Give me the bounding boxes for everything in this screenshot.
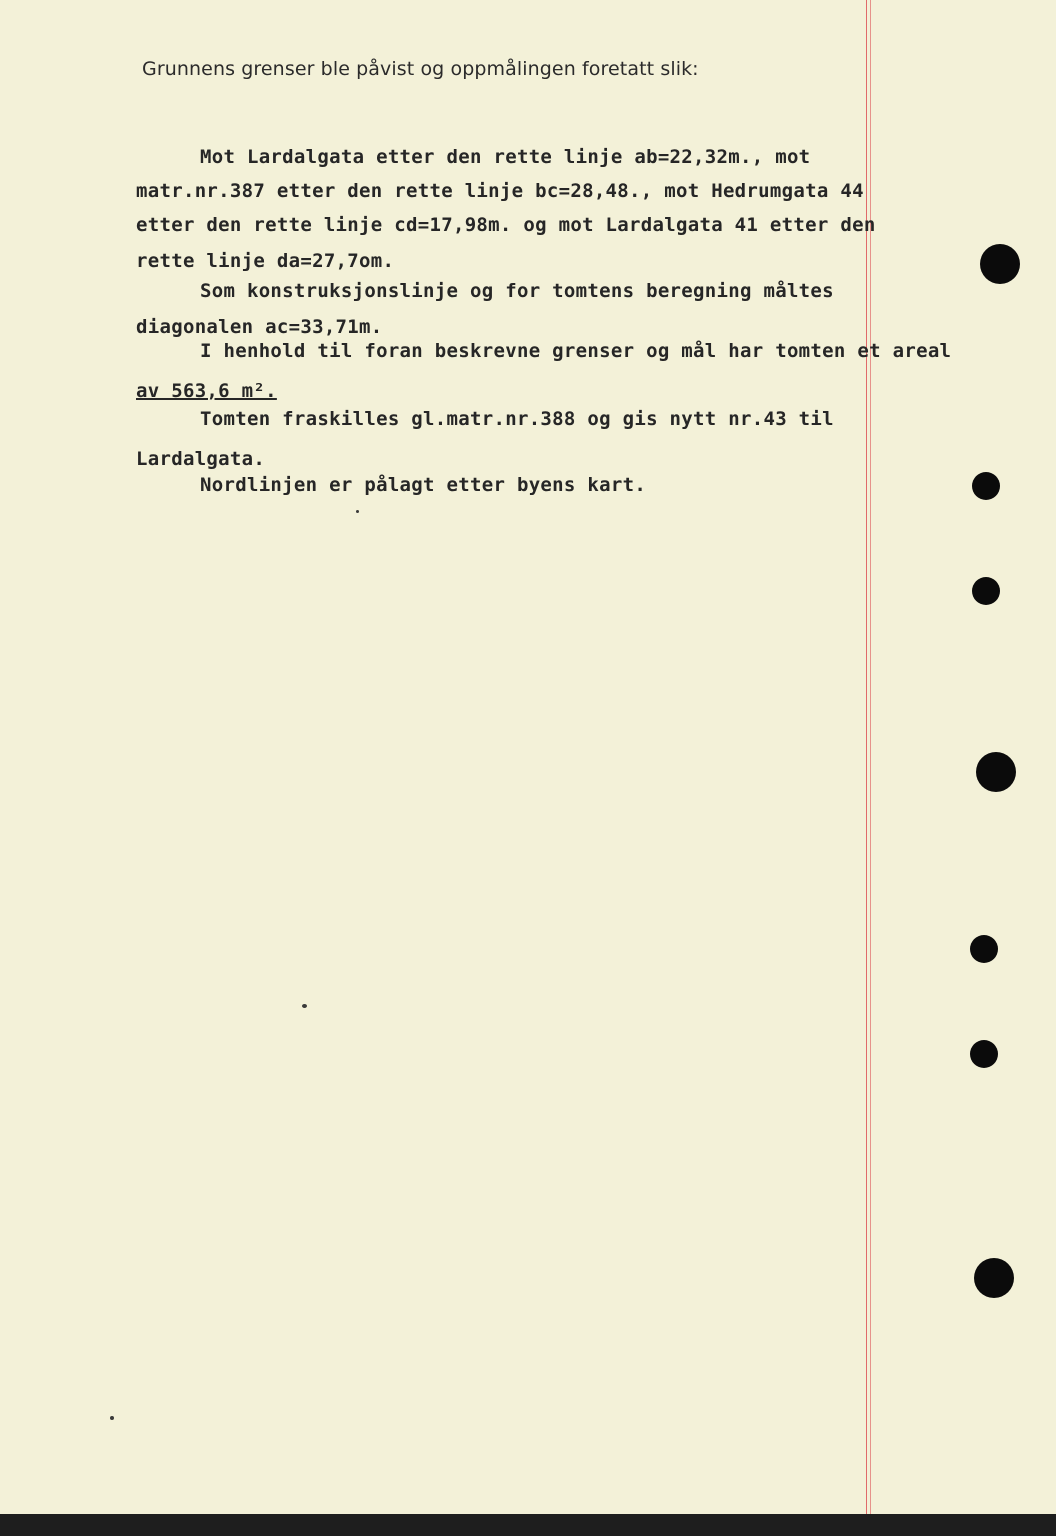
punch-hole: [970, 935, 998, 963]
punch-hole: [976, 752, 1016, 792]
text-line: diagonalen ac=33,71m.: [136, 316, 383, 338]
text-line: matr.nr.387 etter den rette linje bc=28,48., mot Hedrumgata 44: [136, 180, 864, 202]
text-line: etter den rette linje cd=17,98m. og mot Lardalgata 41 etter den: [136, 214, 876, 236]
ink-speck: [356, 510, 359, 513]
punch-hole: [974, 1258, 1014, 1298]
text-line: Som konstruksjonslinje og for tomtens beregning måltes: [200, 280, 834, 302]
ink-speck: [302, 1004, 307, 1008]
text-line: Tomten fraskilles gl.matr.nr.388 og gis nytt nr.43 til: [200, 408, 834, 430]
scan-border: [0, 1514, 1056, 1536]
punch-hole: [972, 577, 1000, 605]
text-line: Mot Lardalgata etter den rette linje ab=22,32m., mot: [200, 146, 811, 168]
text-line: I henhold til foran beskrevne grenser og mål har tomten et areal: [200, 340, 952, 362]
text-line: rette linje da=27,7om.: [136, 250, 395, 272]
form-header: Grunnens grenser ble påvist og oppmålingen foretatt slik:: [142, 58, 699, 80]
ink-speck: [110, 1416, 114, 1420]
text-line: Lardalgata.: [136, 448, 266, 470]
punch-hole: [970, 1040, 998, 1068]
punch-hole: [972, 472, 1000, 500]
text-line: Nordlinjen er pålagt etter byens kart.: [200, 474, 647, 496]
punch-hole: [980, 244, 1020, 284]
area-value-line: av 563,6 m².: [136, 380, 277, 402]
